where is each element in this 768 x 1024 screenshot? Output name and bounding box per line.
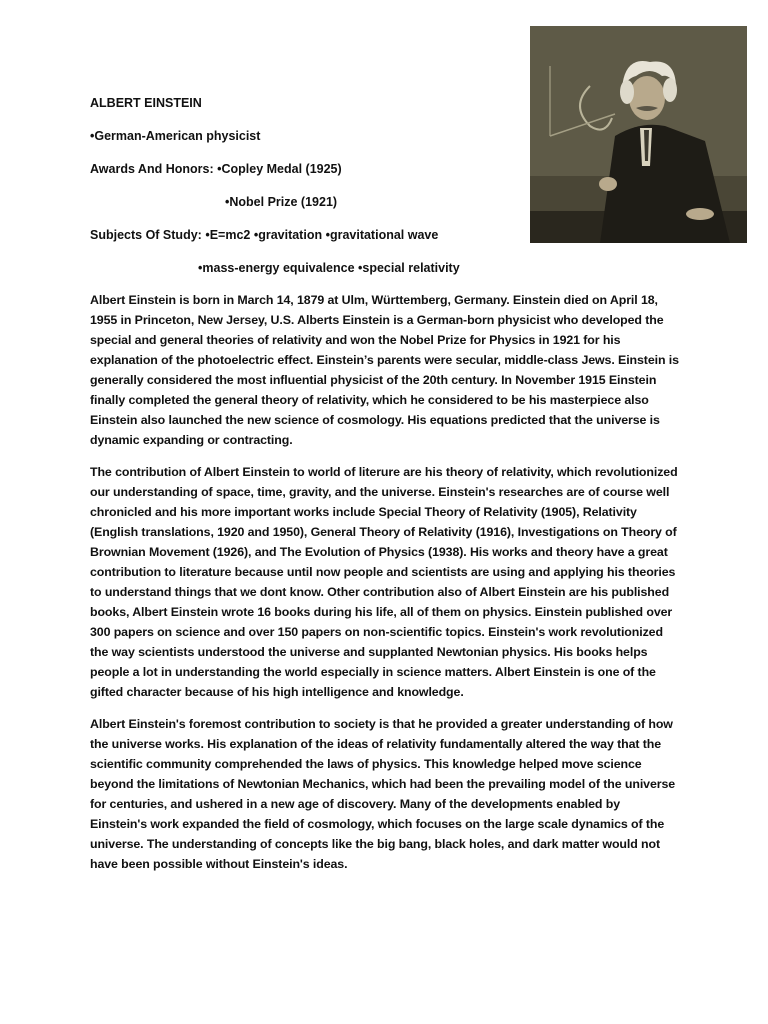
awards-line: [90, 161, 342, 177]
awards-label: Awards And Honors:: [90, 162, 214, 176]
subjects-list-continued: •mass-energy equivalence •special relativity: [198, 261, 460, 275]
subjects-line: [90, 227, 438, 243]
paragraph-biography: Albert Einstein is born in March 14, 1879 at Ulm, Württemberg, Germany. Einstein died on April 18, 1955 in Princeton, New Jersey, U.S. Alberts Einstein is a German-born physicist who developed the special and general theories of relativity and won the Nobel Prize for Physics in 1921 for his explanation of the photoelectric effect. Einstein’s parents were secular, middle-class Jews. Einstein is generally considered the most influential physicist of the 20th century. In November 1915 Einstein finally completed the general theory of relativity, which he considered to be his masterpiece also Einstein also launched the new science of cosmology. His equations predicted that the universe is dynamic expanding or contracting.: [90, 293, 679, 447]
award-item: •Copley Medal (1925): [217, 162, 342, 176]
nationality-line: •German-American physicist: [90, 129, 261, 143]
einstein-photo: [530, 26, 747, 243]
subjects-list: •E=mc2 •gravitation •gravitational wave: [205, 228, 439, 242]
subjects-label: Subjects Of Study:: [90, 228, 202, 242]
document-title: ALBERT EINSTEIN: [90, 96, 202, 110]
paragraph-contribution-society: Albert Einstein's foremost contribution to society is that he provided a greater understanding of how the universe works. His explanation of the ideas of relativity fundamentally altered the way that the scientific community comprehended the laws of physics. This knowledge helped move science beyond the limitations of Newtonian Mechanics, which had been the prevailing model of the universe for centuries, and ushered in a new age of discovery. Many of the developments enabled by Einstein's work expanded the field of cosmology, which focuses on the large scale dynamics of the universe. The understanding of concepts like the big bang, black holes, and dark matter would not have been possible without Einstein's ideas.: [90, 717, 676, 871]
award-item: •Nobel Prize (1921): [225, 195, 338, 209]
paragraph-contribution-literature: The contribution of Albert Einstein to world of literure are his theory of relativity, which revolutionized our understanding of space, time, gravity, and the universe. Einstein's researches are of course well chronicled and his more important works include Special Theory of Relativity (1905), Relativity (English translations, 1920 and 1950), General Theory of Relativity (1916), Investigations on Theory of Brownian Movement (1926), and The Evolution of Physics (1938). His works and theory have a great contribution to literature because until now people and scientists are using and applying his theories to understand things that we dont know. Other contribution also of Albert Einstein are his published books, Albert Einstein wrote 16 books during his life, all of them on physics. Einstein published over 300 papers on science and over 150 papers on non-scientific topics. Einstein's work revolutionized the way scientists understood the universe and supplanted Newtonian physics. His books helps people a lot in understanding the world especially in science matters. Albert Einstein is one of the gifted character because of his high intelligence and knowledge.: [90, 465, 678, 699]
